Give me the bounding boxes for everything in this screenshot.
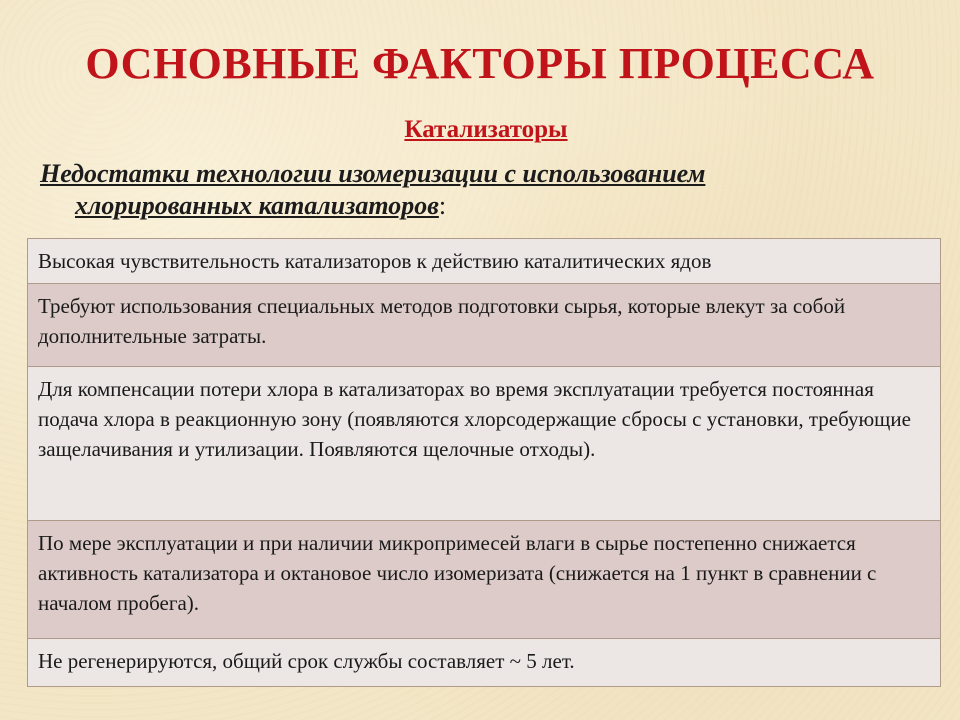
table-row: Для компенсации потери хлора в катализаторах во время эксплуатации требуется постоянная подача хлора в реакционную зону (появляются хлорсодержащие сбросы с установки, требующие защелачивания и утилизации. Появляются щелочные отходы). [27,367,941,521]
table-row: Высокая чувствительность катализаторов к действию каталитических ядов [27,238,941,284]
table-row: Не регенерируются, общий срок службы составляет ~ 5 лет. [27,639,941,687]
table-row: Требуют использования специальных методов подготовки сырья, которые влекут за собой дополнительные затраты. [27,284,941,367]
section-heading [40,158,920,222]
table-row: По мере эксплуатации и при наличии микропримесей влаги в сырье постепенно снижается активность катализатора и октановое число изомеризата (снижается на 1 пункт в сравнении с началом пробега). [27,521,941,639]
slide-title: ОСНОВНЫЕ ФАКТОРЫ ПРОЦЕССА [85,39,875,88]
slide-subtitle: Катализаторы [404,116,568,143]
heading-line-1: Недостатки технологии изомеризации с использованием [40,159,706,188]
drawbacks-table [27,238,941,687]
heading-line-2-wrap [40,190,920,222]
heading-line-2: хлорированных катализаторов [75,191,439,220]
heading-colon: : [438,191,447,220]
